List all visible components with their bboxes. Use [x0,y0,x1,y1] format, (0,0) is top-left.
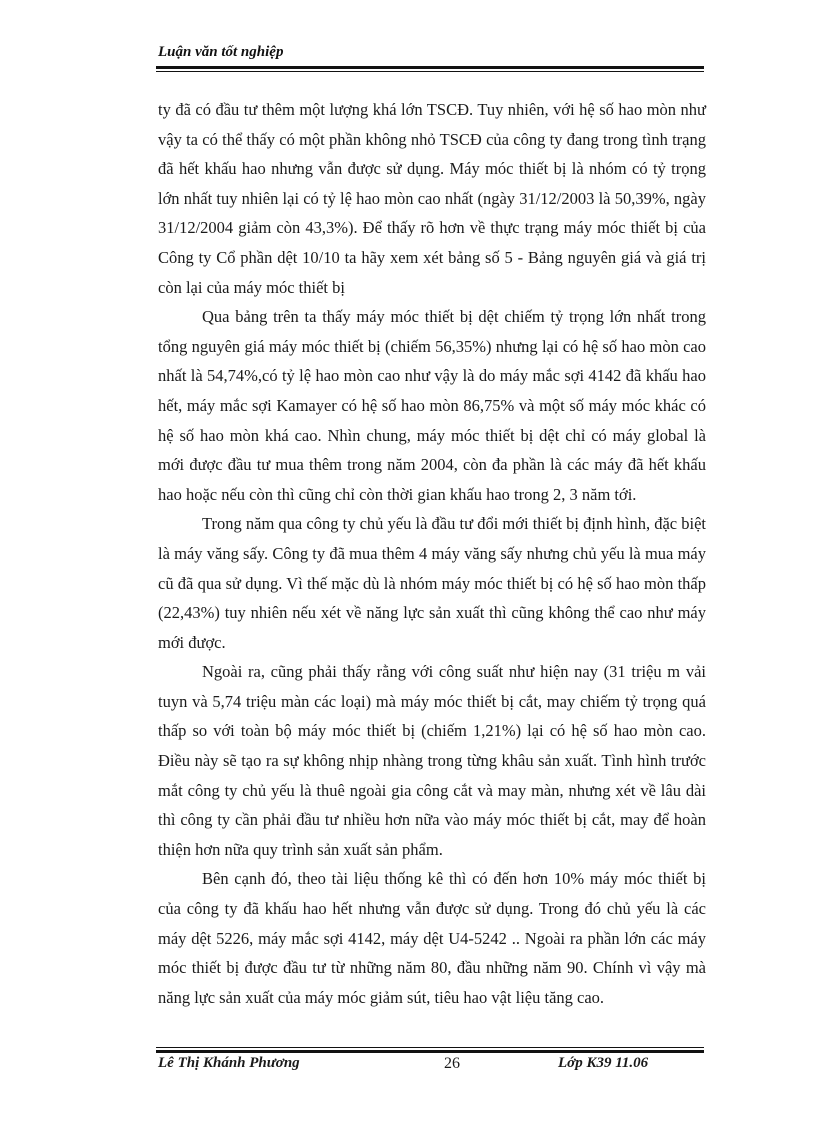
footer-rule [156,1050,704,1053]
footer-class-label: Lớp K39 11.06 [558,1055,649,1071]
footer-rule-thin [156,1047,704,1048]
paragraph: Ngoài ra, cũng phải thấy rằng với công suất như hiện nay (31 triệu m vải tuyn và 5,74 triệu màn các loại) mà máy móc thiết bị cắt, may chiếm tỷ trọng quá thấp so với toàn bộ máy móc thiết bị (chiếm 1,21%) lại có hệ số hao mòn cao. Điều này sẽ tạo ra sự không nhịp nhàng trong từng khâu sản xuất. Tình hình trước mắt công ty chủ yếu là thuê ngoài gia công cắt và may màn, nhưng xét về lâu dài thì công ty cần phải đầu tư nhiều hơn nữa vào máy móc thiết bị cắt, may để hoàn thiện hơn nữa quy trình sản xuất sản phẩm. [158,662,706,859]
paragraph: Qua bảng trên ta thấy máy móc thiết bị dệt chiếm tỷ trọng lớn nhất trong tổng nguyên giá máy móc thiết bị (chiếm 56,35%) nhưng lại có hệ số hao mòn cao nhất là 54,74%,có tỷ lệ hao mòn cao như vậy là do máy mắc sợi 4142 đã khấu hao hết, máy mắc sợi Kamayer có hệ số hao mòn 86,75% và một số máy móc khác có hệ số hao mòn khá cao. Nhìn chung, máy móc thiết bị dệt chỉ có máy global là mới được đầu tư mua thêm trong năm 2004, còn đa phần là các máy đã hết khấu hao hoặc nếu còn thì cũng chỉ còn thời gian khấu hao trong 2, 3 năm tới. [158,307,706,504]
footer-author: Lê Thị Khánh Phương [158,1055,300,1071]
paragraph: Bên cạnh đó, theo tài liệu thống kê thì có đến hơn 10% máy móc thiết bị của công ty đã khấu hao hết nhưng vẫn được sử dụng. Trong đó chủ yếu là các máy dệt 5226, máy mắc sợi 4142, máy dệt U4-5242 .. Ngoài ra phần lớn các máy móc thiết bị được đầu tư từ những năm 80, đầu những năm 90. Chính vì vậy mà năng lực sản xuất của máy móc giảm sút, tiêu hao vật liệu tăng cao. [158,869,706,1007]
paragraph: Trong năm qua công ty chủ yếu là đầu tư đổi mới thiết bị định hình, đặc biệt là máy văng sấy. Công ty đã mua thêm 4 máy văng sấy nhưng chủ yếu là mua máy cũ đã qua sử dụng. Vì thế mặc dù là nhóm máy móc thiết bị có hệ số hao mòn thấp (22,43%) tuy nhiên nếu xét về năng lực sản xuất thì cũng không thể cao như máy mới được. [158,514,706,652]
body-text [158,95,706,1012]
header-rule-thin [156,71,704,72]
header-rule [156,66,704,69]
paragraph: ty đã có đầu tư thêm một lượng khá lớn TSCĐ. Tuy nhiên, với hệ số hao mòn như vậy ta có thể thấy có một phần không nhỏ TSCĐ của công ty đang trong tình trạng đã hết khấu hao nhưng vẫn được sử dụng. Máy móc thiết bị là nhóm có tỷ trọng lớn nhất tuy nhiên lại có tỷ lệ hao mòn cao nhất (ngày 31/12/2003 là 50,39%, ngày 31/12/2004 giảm còn 43,3%). Để thấy rõ hơn về thực trạng máy móc thiết bị của Công ty Cổ phần dệt 10/10 ta hãy xem xét bảng số 5 - Bảng nguyên giá và giá trị còn lại của máy móc thiết bị [158,100,706,297]
running-header-title: Luận văn tốt nghiệp [158,44,284,60]
page-number: 26 [444,1055,460,1072]
